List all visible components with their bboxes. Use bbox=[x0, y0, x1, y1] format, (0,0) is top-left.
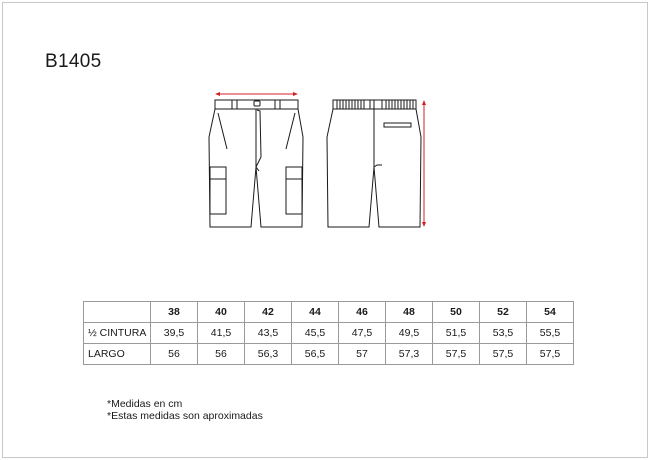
size-header: 54 bbox=[527, 302, 574, 323]
shorts-technical-drawing bbox=[201, 87, 431, 237]
size-header: 52 bbox=[480, 302, 527, 323]
size-header: 38 bbox=[151, 302, 198, 323]
table-cell: 57,5 bbox=[527, 344, 574, 365]
technical-sheet bbox=[2, 2, 648, 458]
length-measurement-arrow bbox=[422, 100, 426, 227]
table-cell: 47,5 bbox=[339, 323, 386, 344]
table-cell: 49,5 bbox=[386, 323, 433, 344]
table-cell: 56 bbox=[198, 344, 245, 365]
table-cell: 43,5 bbox=[245, 323, 292, 344]
table-cell: 53,5 bbox=[480, 323, 527, 344]
table-corner-cell bbox=[84, 302, 151, 323]
table-cell: 45,5 bbox=[292, 323, 339, 344]
table-cell: 39,5 bbox=[151, 323, 198, 344]
table-header-row bbox=[84, 302, 574, 323]
size-measurement-table bbox=[83, 301, 574, 365]
table-row bbox=[84, 323, 574, 344]
product-code: B1405 bbox=[45, 51, 102, 72]
note-units: *Medidas en cm bbox=[107, 398, 183, 410]
table-cell: 57,5 bbox=[433, 344, 480, 365]
measurement-notes bbox=[107, 398, 263, 422]
table-cell: 56,3 bbox=[245, 344, 292, 365]
table-cell: 56,5 bbox=[292, 344, 339, 365]
row-label: LARGO bbox=[84, 344, 151, 365]
table-cell: 56 bbox=[151, 344, 198, 365]
note-approximate: *Estas medidas son aproximadas bbox=[107, 410, 263, 422]
row-label: ½ CINTURA bbox=[84, 323, 151, 344]
size-header: 44 bbox=[292, 302, 339, 323]
shorts-back-view bbox=[327, 100, 421, 227]
waist-measurement-arrow bbox=[215, 92, 298, 96]
table-cell: 57,3 bbox=[386, 344, 433, 365]
table-cell: 51,5 bbox=[433, 323, 480, 344]
size-header: 46 bbox=[339, 302, 386, 323]
size-header: 50 bbox=[433, 302, 480, 323]
table-cell: 41,5 bbox=[198, 323, 245, 344]
table-cell: 57,5 bbox=[480, 344, 527, 365]
size-header: 42 bbox=[245, 302, 292, 323]
table-row bbox=[84, 344, 574, 365]
table-cell: 55,5 bbox=[527, 323, 574, 344]
table-cell: 57 bbox=[339, 344, 386, 365]
size-header: 48 bbox=[386, 302, 433, 323]
shorts-front-view bbox=[209, 100, 303, 227]
size-header: 40 bbox=[198, 302, 245, 323]
